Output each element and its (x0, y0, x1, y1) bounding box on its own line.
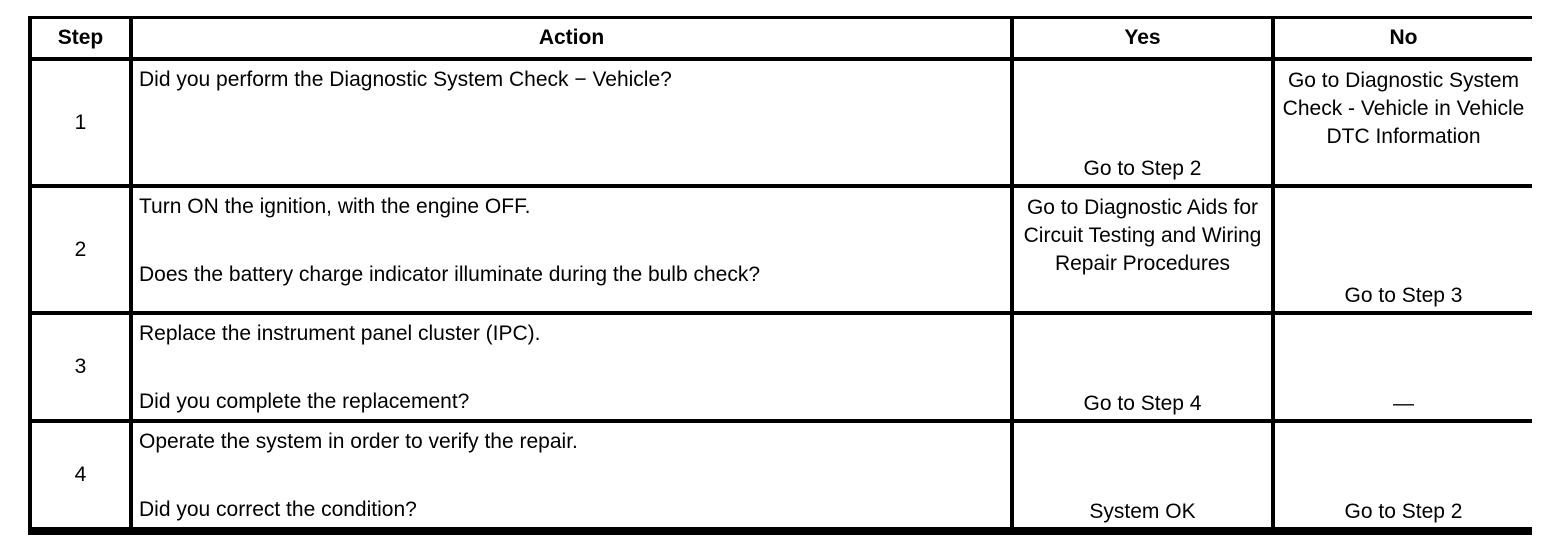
action-cell (133, 188, 1010, 311)
yes-result: System OK (1014, 423, 1271, 527)
action-cell (133, 423, 1010, 527)
step-number: 4 (32, 423, 129, 527)
header-yes: Yes (1014, 19, 1271, 57)
no-result: Go to Step 2 (1275, 423, 1532, 527)
no-result: Go to Diagnostic System Check - Vehicle in Vehicle DTC Information (1275, 61, 1532, 184)
yes-result: Go to Step 2 (1014, 61, 1271, 184)
action-text: Operate the system in order to verify the repair. (139, 430, 578, 453)
yes-result: Go to Diagnostic Aids for Circuit Testing and Wiring Repair Procedures (1014, 188, 1271, 311)
action-question: Did you correct the condition? (139, 498, 417, 521)
action-cell (133, 61, 1010, 184)
step-number: 3 (32, 315, 129, 419)
yes-result: Go to Step 4 (1014, 315, 1271, 419)
action-text: Did you perform the Diagnostic System Check − Vehicle? (139, 68, 672, 91)
action-text: Replace the instrument panel cluster (IPC). (139, 322, 541, 345)
action-question: Does the battery charge indicator illuminate during the bulb check? (139, 263, 761, 286)
no-result: — (1275, 315, 1532, 419)
action-question: Did you complete the replacement? (139, 390, 470, 413)
step-number: 1 (32, 61, 129, 184)
no-result: Go to Step 3 (1275, 188, 1532, 311)
header-no: No (1275, 19, 1532, 57)
action-text: Turn ON the ignition, with the engine OFF. (139, 195, 531, 218)
diagnostic-table (28, 16, 1532, 535)
action-cell (133, 315, 1010, 419)
step-number: 2 (32, 188, 129, 311)
header-action: Action (133, 19, 1010, 57)
header-step: Step (32, 19, 129, 57)
